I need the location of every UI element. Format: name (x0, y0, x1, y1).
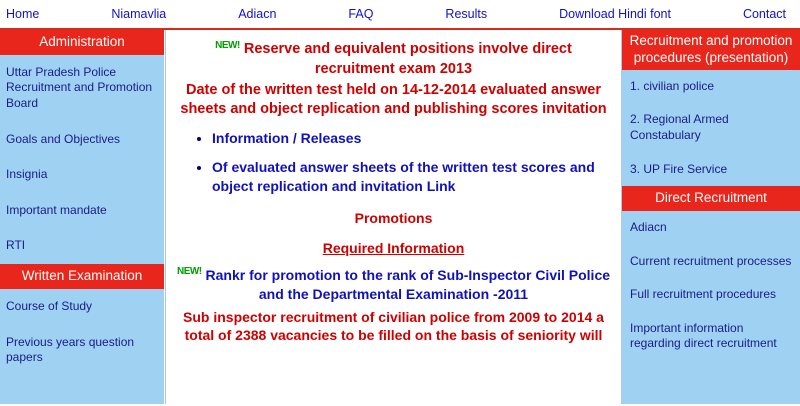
nav-item-results[interactable]: Results (445, 7, 488, 21)
administration-link-list (0, 55, 164, 264)
sidebar-item-civilian-police[interactable]: 1. civilian police (630, 78, 715, 93)
sidebar-item-up-fire-service[interactable]: 3. UP Fire Service (630, 161, 728, 176)
bullet-link-answer-sheets-scores[interactable]: Of evaluated answer sheets of the written test scores and object replication and invitation Link (212, 158, 595, 194)
rank-promotion-heading-text: Rankr for promotion to the rank of Sub-Inspector Civil Police and the Departmental Examination -2011 (205, 266, 611, 302)
main-headline-1 (176, 40, 611, 79)
nav-item-contact[interactable]: Contact (742, 7, 787, 21)
sidebar-item-goals-objectives[interactable]: Goals and Objectives (6, 131, 121, 146)
top-navigation-bar (0, 0, 800, 30)
list-item[interactable] (212, 158, 611, 196)
required-information-heading[interactable]: Required Information (322, 239, 465, 256)
bullet-link-information-releases[interactable]: Information / Releases (212, 129, 362, 146)
written-examination-link-list (0, 289, 164, 376)
sidebar-item-current-recruitment-processes[interactable]: Current recruitment processes (630, 253, 792, 268)
content-columns (0, 30, 800, 404)
left-sidebar (0, 30, 165, 404)
sidebar-item-course-of-study[interactable]: Course of Study (6, 298, 93, 313)
nav-item-niamavlia[interactable]: Niamavlia (111, 7, 167, 21)
sidebar-item-important-mandate[interactable]: Important mandate (6, 202, 107, 217)
list-item[interactable] (212, 129, 611, 148)
new-badge-icon: NEW! (215, 40, 240, 51)
sidebar-item-rti[interactable]: RTI (6, 238, 26, 253)
promotions-heading: Promotions (354, 209, 433, 226)
main-headline-2: Date of the written test held on 14-12-2014 evaluated answer sheets and object replication and publishing scores invitation (180, 82, 607, 117)
right-sidebar (622, 30, 800, 404)
new-badge-icon-2: NEW! (176, 265, 202, 277)
nav-item-home[interactable]: Home (6, 7, 40, 21)
sidebar-item-regional-armed-constabulary[interactable]: 2. Regional Armed Constabulary (630, 112, 729, 142)
nav-item-adiacn[interactable]: Adiacn (238, 7, 277, 21)
sidebar-item-previous-years-question-papers[interactable]: Previous years question papers (6, 334, 135, 365)
sidebar-item-full-recruitment-procedures[interactable]: Full recruitment procedures (630, 287, 777, 302)
sidebar-header-direct-recruitment: Direct Recruitment (622, 186, 800, 211)
main-content (165, 30, 622, 404)
rank-promotion-heading (176, 266, 611, 304)
main-headline-1-text: Reserve and equivalent positions involve direct recruitment exam 2013 (243, 41, 572, 77)
sidebar-header-written-examination: Written Examination (0, 264, 164, 289)
sidebar-item-insignia[interactable]: Insignia (6, 167, 48, 182)
nav-item-faq[interactable]: FAQ (348, 7, 374, 21)
sub-inspector-paragraph: Sub inspector recruitment of civilian police from 2009 to 2014 a total of 2388 vacancies to be filled on the basis of seniority will (183, 308, 604, 344)
main-bullet-list (176, 129, 611, 196)
direct-recruitment-link-list (622, 211, 800, 361)
sidebar-header-administration: Administration (0, 30, 164, 55)
promotion-procedures-link-list (622, 70, 800, 186)
sidebar-item-adiacn[interactable]: Adiacn (630, 220, 667, 234)
sidebar-item-important-information-direct-recruitment[interactable]: Important information regarding direct recruitment (630, 320, 777, 351)
sidebar-header-recruitment-promotion-procedures: Recruitment and promotion procedures (presentation) (622, 30, 800, 70)
sidebar-item-recruitment-promotion-board[interactable]: Uttar Pradesh Police Recruitment and Promotion Board (6, 64, 153, 111)
nav-item-download-hindi-font[interactable]: Download Hindi font (559, 7, 671, 21)
